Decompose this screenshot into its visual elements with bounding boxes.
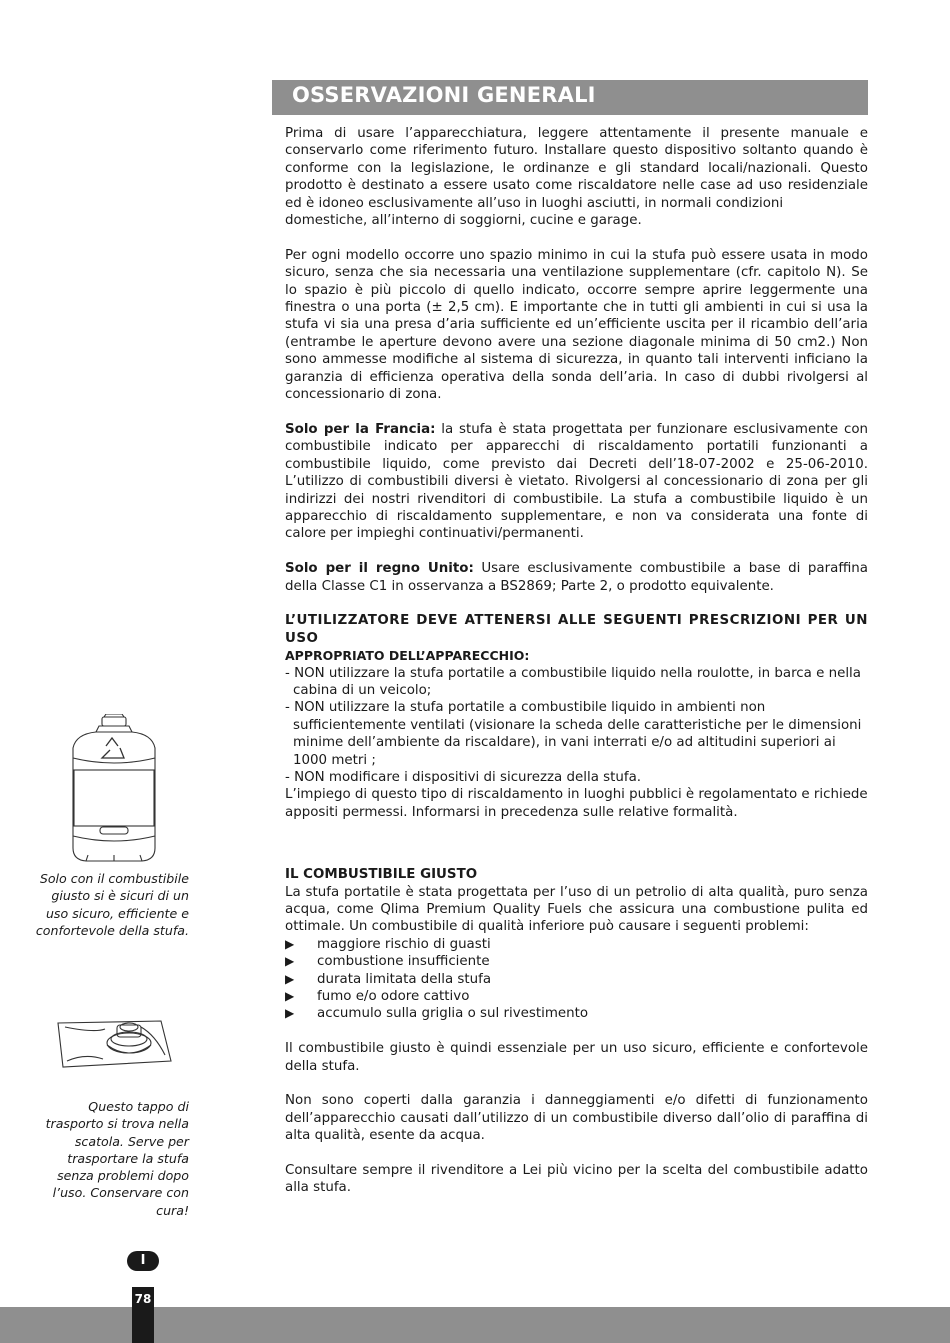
prescriptions-note: L’impiego di questo tipo di riscaldamento in luoghi pubblici è regolamentato e richiede appositi permessi. Informarsi in precedenza sulle relative formalità.	[285, 787, 868, 820]
list-item: ▶ fumo e/o odore cattivo	[285, 989, 470, 1005]
fuel-canister-icon	[66, 714, 162, 864]
main-content	[285, 125, 868, 1214]
bullet-arrow-icon: ▶	[285, 936, 295, 951]
bullet-arrow-icon: ▶	[285, 1006, 295, 1021]
france-paragraph	[285, 421, 868, 543]
canister-caption: Solo con il combustibile giusto si è sicuri di un uso sicuro, efficiente e confortevole della stufa.	[35, 871, 189, 938]
france-label: Solo per la Francia:	[285, 421, 436, 437]
prescription-item: - NON utilizzare la stufa portatile a combustibile liquido nella roulotte, in barca e nella cabina di un veicolo;	[285, 665, 861, 698]
uk-label: Solo per il regno Unito:	[285, 561, 474, 577]
fuel-warranty-paragraph: Non sono coperti dalla garanzia i danneggiamenti e/o difetti di funzionamento dell’apparecchio causati dall’utilizzo di un combustibile diverso dall’olio di paraffina di alta qualità, esente da acqua.	[285, 1093, 868, 1144]
prescription-item: - NON modificare i dispositivi di sicurezza della stufa.	[285, 769, 642, 785]
intro-paragraph-1b: domestiche, all’interno di soggiorni, cucine e garage.	[285, 213, 642, 229]
fuel-problems-list	[285, 936, 868, 1023]
transport-cap-icon	[55, 1015, 175, 1071]
section-title-bar	[272, 80, 868, 115]
intro-paragraph-2: Per ogni modello occorre uno spazio minimo in cui la stufa può essere usata in modo sicuro, senza che sia necessaria una ventilazione supplementare (cfr. capitolo N). Se lo spazio è più piccolo di quello indicato, occorre sempre aprire leggermente una finestra o una porta (± 2,5 cm). E importante che in tutti gli ambienti in cui si usa la stufa vi sia una presa d’aria sufficiente ed un’efficiente uscita per il ricambio dell’aria (entrambe le aperture devono avere una sezione diagonale minima di 50 cm2.) Non sono ammesse modifiche al sistema di sicurezza, in quanto tali interventi inficiano la garanzia di efficienza operativa della sonda dell’aria. In caso di dubbi rivolgersi al concessionario di zona.	[285, 247, 868, 403]
prescriptions-heading-line1: L’UTILIZZATORE DEVE ATTENERSI ALLE SEGUENTI PRESCRIZIONI PER UN USO	[285, 613, 868, 646]
intro-paragraph-1: Prima di usare l’apparecchiatura, leggere attentamente il presente manuale e conservarlo come riferimento futuro. Installare questo dispositivo soltanto quando è conforme con la legislazione, le ordinanze e gli standard locali/nazionali. Questo prodotto è destinato a essere usato come riscaldatore nelle case ad uso residenziale ed è idoneo esclusivamente all’uso in luoghi asciutti, in normali condizioni	[285, 126, 868, 211]
uk-paragraph	[285, 560, 868, 595]
page-title: OSSERVAZIONI GENERALI	[292, 83, 596, 107]
uk-text: Usare esclusivamente combustibile a base di paraffina della Classe C1 in osservanza a BS2869; Parte 2, o prodotto equivalente.	[285, 561, 868, 594]
fuel-dealer-paragraph: Consultare sempre il rivenditore a Lei più vicino per la scelta del combustibile adatto alla stufa.	[285, 1163, 868, 1196]
fuel-essential-paragraph: Il combustibile giusto è quindi essenziale per un uso sicuro, efficiente e confortevole della stufa.	[285, 1041, 868, 1074]
list-item: ▶ combustione insufficiente	[285, 954, 490, 970]
list-item: ▶ accumulo sulla griglia o sul rivestimento	[285, 1006, 589, 1022]
fuel-intro: La stufa portatile è stata progettata per l’uso di un petrolio di alta qualità, puro senza acqua, come Qlima Premium Quality Fuels che assicura una combustione pulita ed ottimale. Un combustibile di qualità inferiore può causare i seguenti problemi:	[285, 884, 868, 935]
bullet-arrow-icon: ▶	[285, 971, 295, 986]
page-number: 78	[134, 1292, 152, 1306]
language-badge: I	[127, 1251, 159, 1271]
spacer	[285, 821, 868, 866]
france-text: la stufa è stata progettata per funzionare esclusivamente con combustibile indicato per apparecchi di riscaldamento portatili funzionanti a combustibile liquido, come previsto dai Decreti dell’18-07-2002 e 25-06-2010. L’utilizzo di combustibili diversi è vietato. Rivolgersi al concessionario di zona per gli indirizzi dei nostri rivenditori di combustibile. La stufa a combustibile liquido è un apparecchio di riscaldamento supplementare, e non va considerata una fonte di calore per impieghi continuativi/permanenti.	[285, 421, 868, 542]
prescription-item: - NON utilizzare la stufa portatile a combustibile liquido in ambienti non sufficientemente ventilati (visionare la scheda delle caratteristiche per le dimensioni minime dell’ambiente da riscaldare), in vani interrati e/o ad altitudini superiori ai 1000 metri ;	[285, 700, 862, 768]
bullet-arrow-icon: ▶	[285, 989, 295, 1004]
prescriptions-heading-line2: APPROPRIATO DELL’APPARECCHIO:	[285, 648, 530, 664]
list-item: ▶ maggiore rischio di guasti	[285, 936, 491, 952]
bullet-arrow-icon: ▶	[285, 954, 295, 969]
cap-caption: Questo tappo di trasporto si trova nella scatola. Serve per trasportare la stufa senza problemi dopo l’uso. Conservare con cura!	[45, 1099, 189, 1218]
list-item: ▶ durata limitata della stufa	[285, 971, 492, 987]
fuel-heading: IL COMBUSTIBILE GIUSTO	[285, 867, 478, 883]
